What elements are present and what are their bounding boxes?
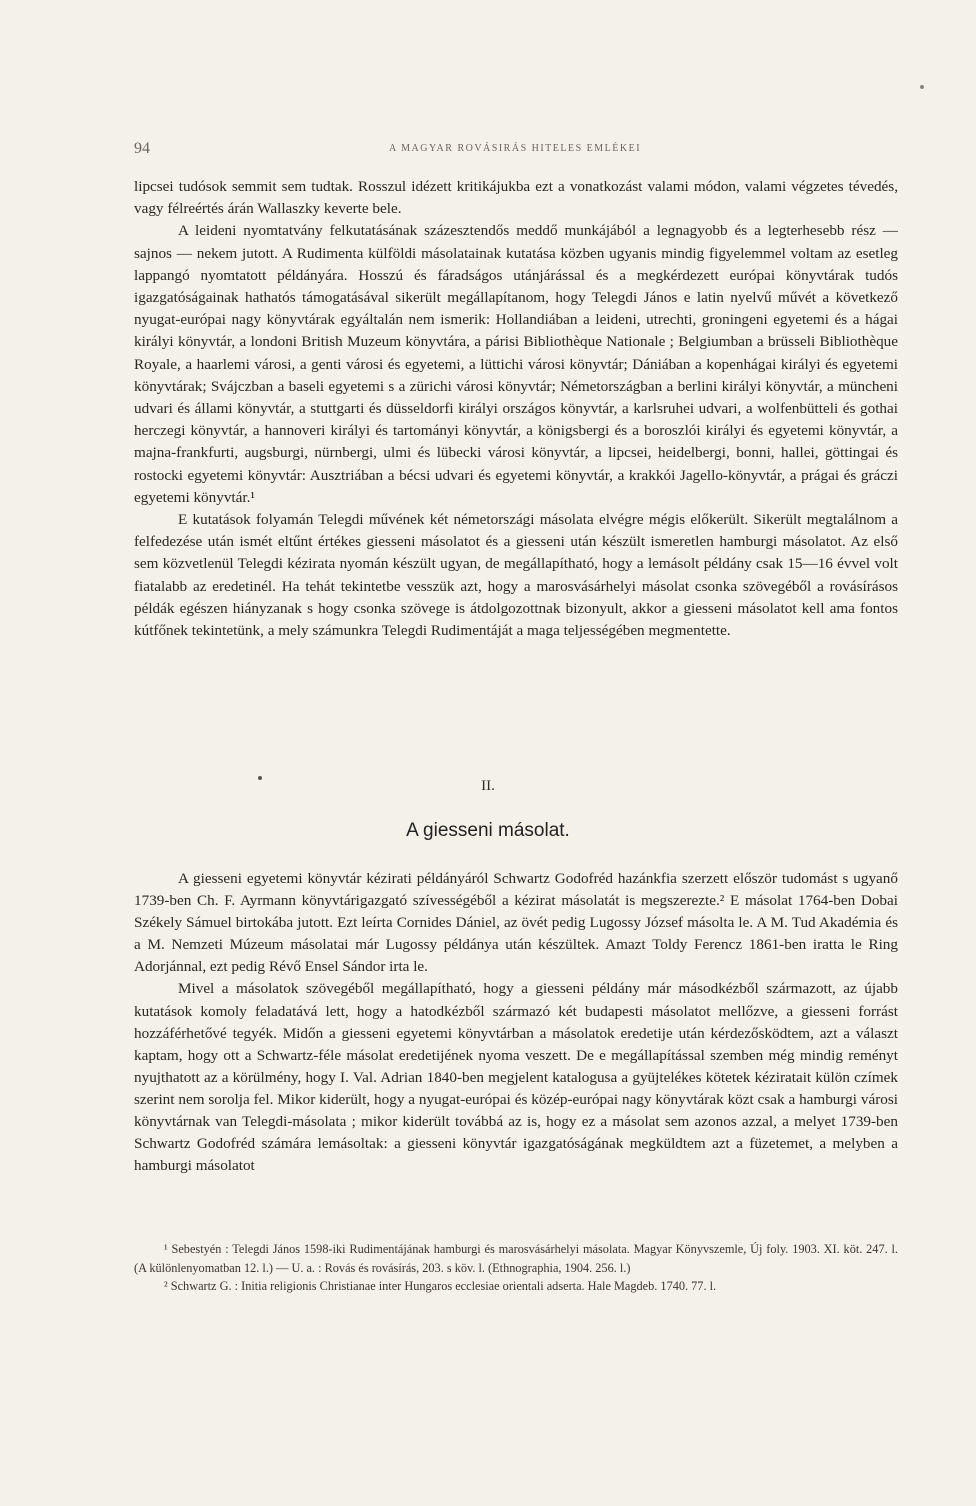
paragraph: A giesseni egyetemi könyvtár kézirati példányáról Schwartz Godofréd hazánkfia szerzett először tudomást s ugyanő 1739-ben Ch. F. Ayrmann könyvtárigazgató szívességéből a kézirat másolatát is megszerezte.² E másolat 1764-ben Dobai Székely Sámuel birtokába jutott. Ezt leírta Cornides Dániel, az övét pedig Lugossy József másolta le. A M. Tud Akadémia és a M. Nemzeti Múzeum másolatai már Lugossy példánya után készültek. Amazt Toldy Ferencz 1861-ben iratta le Ring Adorjánnal, ezt pedig Révő Ensel Sándor irta le. bbox=[134, 870, 898, 976]
paragraph: A leideni nyomtatvány felkutatásának százesztendős meddő munkájából a legnagyobb és a legterhesebb rész — sajnos — nekem jutott. A Rudimenta külföldi másolatainak kutatása közben ugyanis mindig figyelemmel voltam az esetleg lappangó nyomtatott példányára. Hosszú és fáradságos utánjárással és a megkérdezett európai könyvtárak tudós igazgatóságainak hathatós támogatásával sikerült megállapítanom, hogy Telegdi János e latin nyelvű művét a következő nyugat-európai nagy könyvtárak egyáltalán nem ismerik: Hollandiában a leideni, utrechti, groningeni egyetemi és a hágai királyi könyvtár, a londoni British Muzeum könyvtára, a párisi Bibliothèque Nationale ; Belgiumban a brüsseli Bibliothèque Royale, a haarlemi városi, a genti városi és egyetemi, a lüttichi városi könyvtár; Dániában a kopenhágai királyi és egyetemi könyvtárak; Svájczban a baseli egyetemi s a zürichi városi könyvtár; Németországban a berlini királyi könyvtár, a müncheni udvari és állami könyvtár, a stuttgarti és düsseldorfi királyi országos könyvtár, a karlsruhei udvari, a wolfenbütteli és gothai herczegi könyvtár, a hannoveri királyi és tartományi könyvtár, a königsbergi és a boroszlói királyi és egyetemi könyvtár, a majna-frankfurti, augsburgi, nürnbergi, ulmi és lübecki városi könyvtár, a lipcsei, heidelbergi, bonni, hallei, göttingai és rostocki egyetemi könyvtár: Ausztriában a bécsi udvari és egyetemi könyvtár, a krakkói Jagello-könyvtár, a prágai és gráczi egyetemi könyvtár.¹ bbox=[134, 222, 898, 506]
paragraph: lipcsei tudósok semmit sem tudtak. Rosszul idézett kritikájukba ezt a vonatkozást valami módon, valami végzetes tévedés, vagy félreértés árán Wallaszky keverte bele. bbox=[134, 178, 898, 218]
body-text-bottom bbox=[134, 868, 898, 1177]
page-number: 94 bbox=[134, 140, 150, 157]
body-text-top bbox=[134, 176, 898, 642]
footnote: ¹ Sebestyén : Telegdi János 1598-iki Rudimentájának hamburgi és marosvásárhelyi másolata. Magyar Könyvszemle, Új foly. 1903. XI. köt. 247. l. (A különlenyomatban 12. l.) — U. a. : Rovás és rovásírás, 203. s köv. l. (Ethnographia, 1904. 256. l.) bbox=[134, 1242, 898, 1275]
section-number: II. bbox=[481, 778, 495, 794]
footnotes bbox=[134, 1240, 898, 1296]
paragraph: E kutatások folyamán Telegdi művének két németországi másolata elvégre mégis előkerült. Sikerült megtalálnom a felfedezése után ismét eltűnt értékes giesseni másolatot és a giesseni után készült ismeretlen hamburgi másolatot. Az első sem közvetlenül Telegdi kézirata nyomán készült ugyan, de megállapítható, hogy a lemásolt példány csak 15—16 évvel volt fiatalabb az eredetinél. Ha tehát tekintetbe vesszük azt, hogy a marosvásárhelyi másolat csonka szövegéből a rovásírásos példák egészen hiányzanak s hogy csonka szövege is átdolgozottnak bizonyult, akkor a giesseni másolatot kell ama fontos kútfőnek tekintetünk, a mely számunkra Telegdi Rudimentáját a maga teljességében megmentette. bbox=[134, 511, 898, 640]
speck-mark bbox=[920, 85, 924, 89]
footnote: ² Schwartz G. : Initia religionis Christianae inter Hungaros ecclesiae orientali adserta. Hale Magdeb. 1740. 77. l. bbox=[164, 1279, 717, 1294]
running-title: A MAGYAR ROVÁSIRÁS HITELES EMLÉKEI bbox=[388, 143, 642, 154]
page-header bbox=[134, 140, 896, 164]
section-title: A giesseni másolat. bbox=[406, 820, 570, 841]
paragraph: Mivel a másolatok szövegéből megállapítható, hogy a giesseni példány már másodkézből származott, az újabb kutatások komoly feladatává lett, hogy a hatodkézből származó két budapesti másolatot mellőzve, a giesseni forrást hozzáférhetővé tegyék. Midőn a giesseni egyetemi könyvtárban a másolatok eredetije után kérdezősködtem, azt a választ kaptam, hogy ott a Schwartz-féle másolat eredetijének nyoma veszett. De e megállapítással szemben még mindig reményt nyujthatott az a körülmény, hogy I. Val. Adrian 1840-ben megjelent katalogusa a gyüjtelékes kötetek kéziratait külön czímek szerint nem sorolja fel. Mikor kiderült, hogy a nyugat-európai és közép-európai nagy könyvtárak közt csak a hamburgi városi könyvtárnak van Telegdi-másolata ; mikor kiderült továbbá az is, hogy ez a másolat sem azonos azzal, a melyet 1739-ben Schwartz Godofréd számára lemásoltak: a giesseni könyvtár igazgatóságának megküldtem azt a füzetemet, a melyben a hamburgi másolatot bbox=[134, 980, 898, 1175]
